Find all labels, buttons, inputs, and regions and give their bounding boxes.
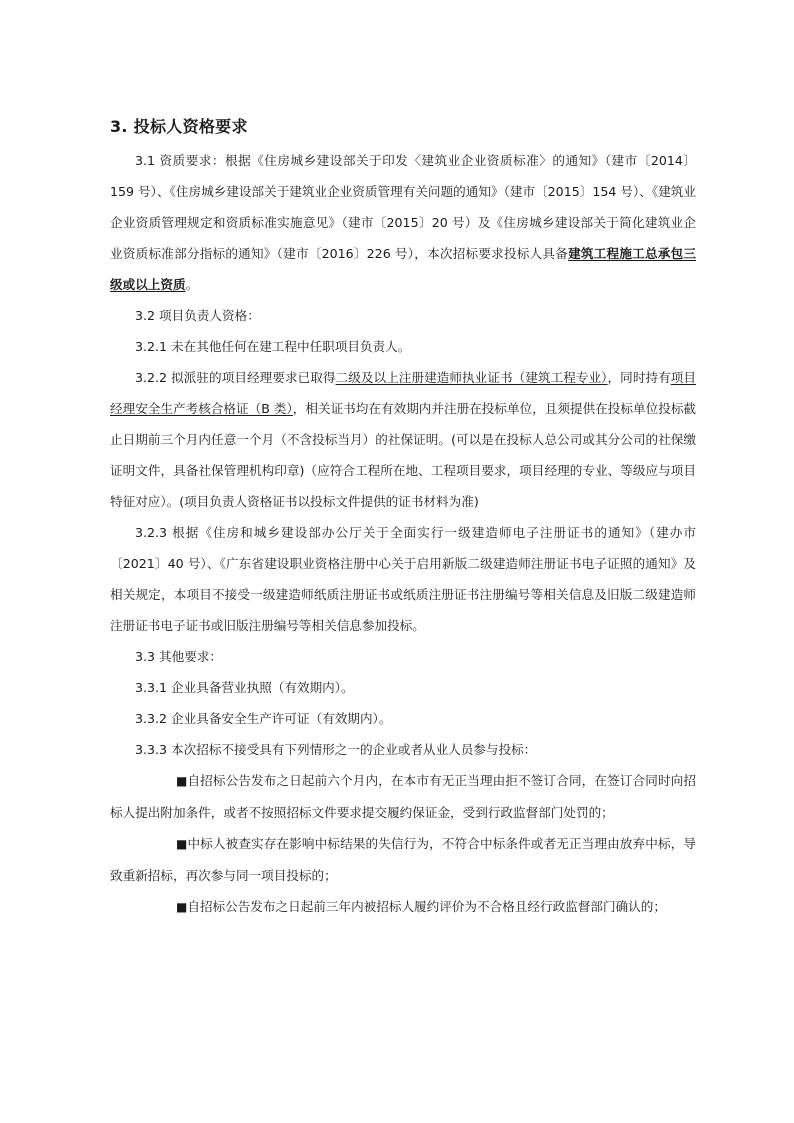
list-item-text: 自招标公告发布之日起前六个月内，在本市有无正当理由拒不签订合同，在签订合同时向招标人提出附加条件，或者不按照招标文件要求提交履约保证金，受到行政监督部门处罚的； xyxy=(110,773,697,820)
clause-3-2: 3.2 项目负责人资格： xyxy=(135,308,260,323)
clause-3-3-2: 3.3.2 企业具备安全生产许可证（有效期内）。 xyxy=(135,711,392,726)
clause-3-3-1: 3.3.1 企业具备营业执照（有效期内）。 xyxy=(135,680,354,695)
clause-3-2-2-part1: 3.2.2 拟派驻的项目经理要求已取得 xyxy=(135,370,336,385)
clause-3-3: 3.3 其他要求： xyxy=(135,649,223,664)
constructor-certificate: 二级及以上注册建造师执业证书（建筑工程专业） xyxy=(335,370,608,385)
clause-3-2-2-part3: ，相关证书均在有效期内并注册在投标单位，且须提供在投标单位投标截止日期前三个月内任意一个月（不含投标当月）的社保证明。(可以是在投标人总公司或其分公司的社保缴证明文件，具备社保管理机构印章)（应符合工程所在地、工程项目要求，项目经理的专业、等级应与项目特征对应）。(项目负责人资格证书以投标文件提供的证书材料为准) xyxy=(110,401,697,509)
list-item-text: 自招标公告发布之日起前三年内被招标人履约评价为不合格且经行政监督部门确认的； xyxy=(187,899,666,914)
clause-3-1-end: 。 xyxy=(185,277,199,292)
square-bullet-icon: ■ xyxy=(176,900,188,914)
page-content xyxy=(110,113,696,923)
safety-certificate: 项目经理安全生产考核合格证（B 类） xyxy=(110,370,697,416)
clause-3-2-3: 3.2.3 根据《住房和城乡建设部办公厅关于全面实行一级建造师电子注册证书的通知》（建办市〔2021〕40 号）、《广东省建设职业资格注册中心关于启用新版二级建造师注册证书电子证照的通知》及相关规定，本项目不接受一级建造师纸质注册证书或纸质注册证书注册编号等相关信息及旧版二级建造师注册证书电子证书或旧版注册编号等相关信息参加投标。 xyxy=(110,525,696,633)
clause-3-2-2-part2: ，同时持有 xyxy=(607,370,671,385)
list-item-text: 中标人被查实存在影响中标结果的失信行为，不符合中标条件或者无正当理由放弃中标，导致重新招标，再次参与同一项目投标的； xyxy=(110,836,697,883)
list-item xyxy=(110,765,696,828)
list-item xyxy=(110,891,696,923)
section-heading: 3. 投标人资格要求 xyxy=(110,117,248,136)
clause-3-1 xyxy=(110,145,696,300)
clause-3-3-3: 3.3.3 本次招标不接受具有下列情形之一的企业或者从业人员参与投标： xyxy=(135,742,537,757)
clause-3-2-2 xyxy=(110,362,696,517)
square-bullet-icon: ■ xyxy=(176,774,188,788)
square-bullet-icon: ■ xyxy=(176,837,188,851)
clause-3-1-text: 3.1 资质要求：根据《住房城乡建设部关于印发〈建筑业企业资质标准〉的通知》（建市〔2014〕159 号）、《住房城乡建设部关于建筑业企业资质管理有关问题的通知》（建市〔2015〕154 号）、《建筑业企业资质管理规定和资质标准实施意见》（建市〔2015〕20 号）及《住房城乡建设部关于简化建筑业企业资质标准部分指标的通知》（建市〔2016〕226 号），本次招标要求投标人具备 xyxy=(110,153,696,261)
clause-3-2-1: 3.2.1 未在其他任何在建工程中任职项目负责人。 xyxy=(135,339,411,354)
qualification-requirement: 建筑工程施工总承包三级或以上资质 xyxy=(110,246,697,292)
list-item xyxy=(110,828,696,891)
